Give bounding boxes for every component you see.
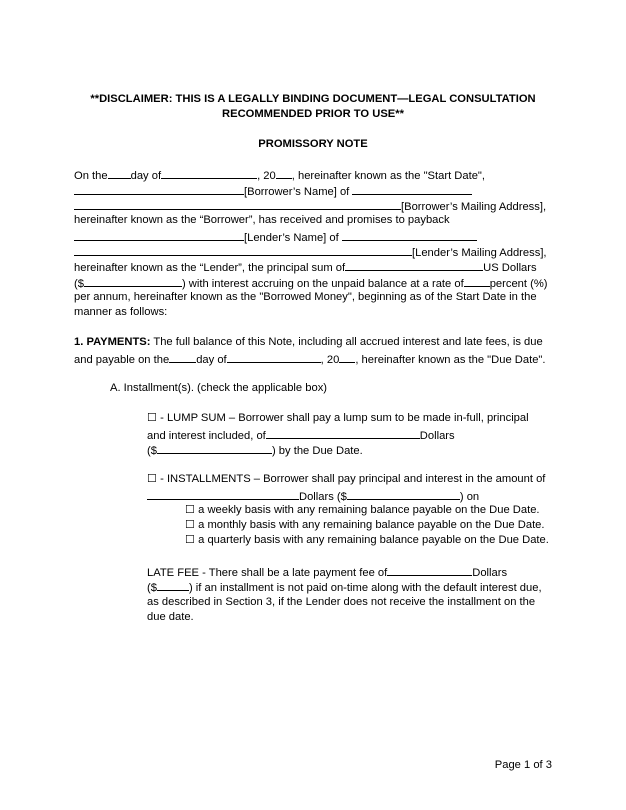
- lender-known-text: hereinafter known as the “Lender”, the principal sum of: [74, 262, 346, 274]
- lender-address-label: [Lender’s Mailing Address],: [412, 247, 547, 259]
- due-day-blank[interactable]: [169, 351, 196, 363]
- late-fee-amount-blank[interactable]: [157, 579, 189, 591]
- page-number: Page 1 of 3: [494, 759, 552, 771]
- lump-sum-line-3: [147, 442, 363, 460]
- percent-label: percent (%): [489, 278, 548, 290]
- document-title: PROMISSORY NOTE: [258, 138, 368, 150]
- us-dollars-label: US Dollars: [483, 262, 537, 274]
- late-fee-line-4: due date.: [147, 611, 194, 623]
- late-fee-label: LATE FEE - There shall be a late payment fee of: [147, 567, 388, 579]
- quarterly-option: [185, 533, 549, 549]
- payments-line-1: [74, 335, 543, 351]
- lump-sum-dollars-blank[interactable]: [266, 427, 420, 439]
- installment-dollars-label: Dollars ($: [299, 491, 347, 503]
- late-fee-text: ) if an installment is not paid on-time along with the default interest due,: [188, 582, 542, 594]
- weekly-text: a weekly basis with any remaining balance payable on the Due Date.: [195, 504, 540, 516]
- lump-sum-dollars-label: Dollars: [419, 430, 455, 442]
- lump-sum-checkbox[interactable]: ☐: [147, 412, 158, 424]
- payments-line-2: [74, 351, 546, 369]
- installments-heading: A. Installment(s). (check the applicable box): [110, 382, 328, 394]
- rate-blank[interactable]: [464, 275, 490, 287]
- year-prefix: , 20: [257, 170, 276, 182]
- due-day-of-label: day of: [196, 354, 227, 366]
- installments-line-1: [147, 472, 545, 488]
- installments-checkbox[interactable]: ☐: [147, 473, 158, 485]
- payments-text: The full balance of this Note, including all accrued interest and late fees, is due: [150, 336, 543, 348]
- due-year-prefix: , 20: [320, 354, 340, 366]
- by-due-date-text: ) by the Due Date.: [271, 445, 363, 457]
- late-fee-dollars-label: Dollars: [472, 567, 508, 579]
- borrower-address-label: [Borrower’s Mailing Address],: [401, 201, 547, 213]
- intro-line-9: per annum, hereinafter known as the "Borrowed Money", beginning as of the Start Date in the: [74, 291, 537, 303]
- late-fee-paren-dollar: ($: [147, 582, 157, 594]
- on-the-label: On the: [74, 170, 108, 182]
- intro-line-7: [74, 259, 537, 277]
- lump-sum-text: - LUMP SUM – Borrower shall pay a lump sum to be made in-full, principal: [157, 412, 529, 424]
- disclaimer-line-2: RECOMMENDED PRIOR TO USE**: [222, 108, 404, 120]
- disclaimer-line-1: **DISCLAIMER: THIS IS A LEGALLY BINDING DOCUMENT—LEGAL CONSULTATION: [90, 93, 536, 105]
- borrower-address-blank-1[interactable]: [352, 183, 472, 195]
- day-blank[interactable]: [108, 167, 131, 179]
- late-fee-dollars-blank[interactable]: [387, 564, 472, 576]
- installments-text: - INSTALLMENTS – Borrower shall pay principal and interest in the amount of: [157, 473, 546, 485]
- lender-address-blank-2[interactable]: [74, 244, 412, 256]
- installment-on-label: ) on: [459, 491, 480, 503]
- weekly-option: [185, 503, 540, 519]
- installment-dollars-blank[interactable]: [147, 488, 299, 500]
- lump-sum-amount-blank[interactable]: [157, 442, 272, 454]
- intro-line-1: [74, 167, 485, 185]
- month-blank[interactable]: [161, 167, 257, 179]
- intro-line-4: hereinafter known as the “Borrower”, has received and promises to payback: [74, 214, 450, 226]
- due-month-blank[interactable]: [227, 351, 321, 363]
- installment-amount-blank[interactable]: [347, 488, 460, 500]
- due-date-text: , hereinafter known as the "Due Date".: [355, 354, 546, 366]
- lump-sum-line-1: [147, 411, 529, 427]
- quarterly-text: a quarterly basis with any remaining balance payable on the Due Date.: [195, 534, 549, 546]
- late-fee-line-3: as described in Section 3, if the Lender does not receive the installment on the: [147, 596, 536, 608]
- monthly-text: a monthly basis with any remaining balance payable on the Due Date.: [195, 519, 545, 531]
- borrower-name-label: [Borrower’s Name] of: [244, 186, 350, 198]
- principal-amount-blank[interactable]: [84, 275, 182, 287]
- year-blank[interactable]: [276, 167, 292, 179]
- monthly-checkbox[interactable]: ☐: [185, 519, 196, 531]
- and-payable-label: and payable on the: [74, 354, 170, 366]
- paren-dollar: ($: [74, 278, 84, 290]
- intro-line-10: manner as follows:: [74, 306, 168, 318]
- day-of-label: day of: [130, 170, 162, 182]
- borrower-address-blank-2[interactable]: [74, 198, 401, 210]
- borrower-name-blank[interactable]: [74, 183, 244, 195]
- lender-name-label: [Lender’s Name] of: [244, 232, 339, 244]
- interest-text: ) with interest accruing on the unpaid balance at a rate of: [181, 278, 464, 290]
- weekly-checkbox[interactable]: ☐: [185, 504, 196, 516]
- quarterly-checkbox[interactable]: ☐: [185, 534, 196, 546]
- monthly-option: [185, 518, 545, 534]
- lender-address-blank-1[interactable]: [342, 229, 477, 241]
- principal-blank[interactable]: [345, 259, 483, 271]
- lender-name-blank[interactable]: [74, 229, 244, 241]
- lump-sum-of-label: and interest included, of: [147, 430, 266, 442]
- late-fee-line-2: [147, 579, 542, 597]
- lump-sum-paren-dollar: ($: [147, 445, 157, 457]
- start-date-text: , hereinafter known as the "Start Date",: [291, 170, 486, 182]
- payments-heading: 1. PAYMENTS:: [74, 336, 151, 348]
- due-year-blank[interactable]: [339, 351, 355, 363]
